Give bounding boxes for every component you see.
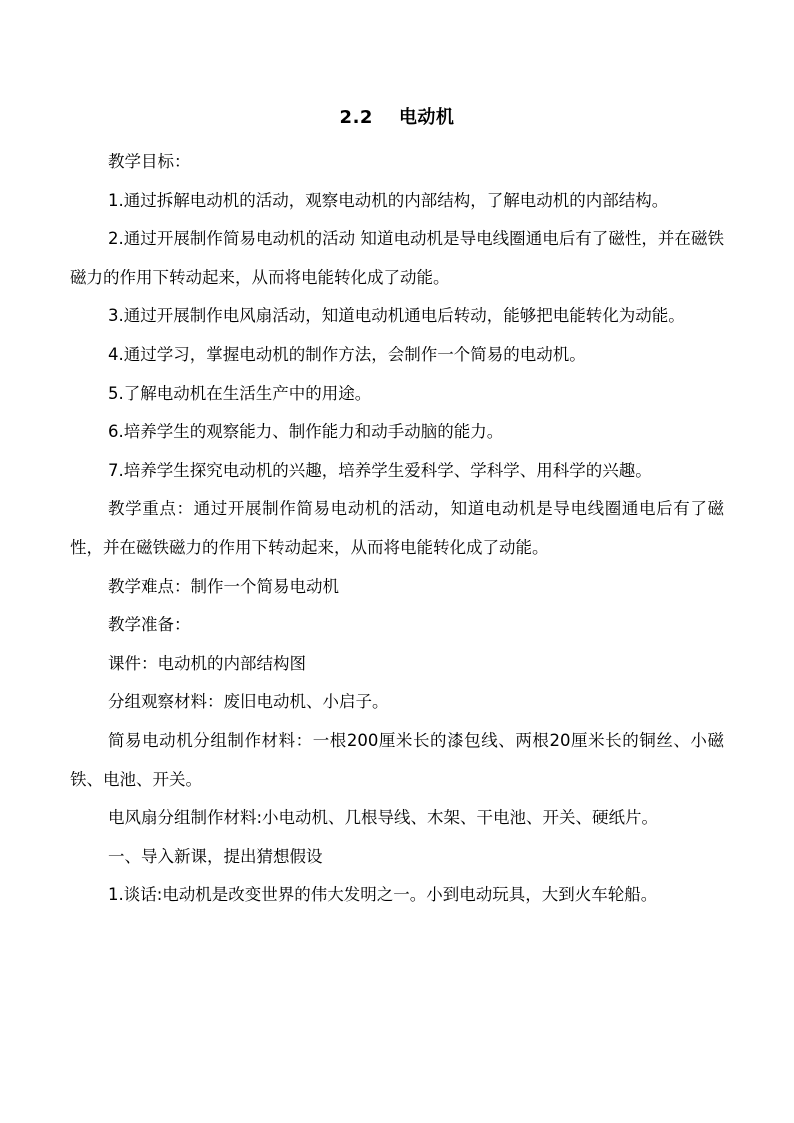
difficulty-paragraph: 教学难点：制作一个简易电动机 xyxy=(108,576,339,596)
preparation-item: 课件：电动机的内部结构图 xyxy=(108,653,306,673)
introduction-item: 1.谈话:电动机是改变世界的伟大发明之一。小到电动玩具，大到火车轮船。 xyxy=(108,885,658,905)
objective-item: 7.培养学生探究电动机的兴趣，培养学生爱科学、学科学、用科学的兴趣。 xyxy=(108,460,652,480)
page-title xyxy=(0,104,794,132)
objective-item: 2.通过开展制作简易电动机的活动 知道电动机是导电线圈通电后有了磁性，并在磁铁磁力的作用下转动起来，从而将电能转化成了动能。 xyxy=(70,229,724,287)
section-heading-preparation: 教学准备： xyxy=(108,615,191,635)
objective-item: 1.通过拆解电动机的活动，观察电动机的内部结构，了解电动机的内部结构。 xyxy=(108,190,669,210)
title-text: 电动机 xyxy=(398,107,455,128)
objective-item: 5.了解电动机在生活生产中的用途。 xyxy=(108,383,372,403)
section-heading-objectives: 教学目标： xyxy=(108,152,191,171)
preparation-item: 简易电动机分组制作材料：一根200厘米长的漆包线、两根20厘米长的铜丝、小磁铁、电池、开关。 xyxy=(70,730,724,789)
title-number: 2.2 xyxy=(339,107,373,128)
document-body xyxy=(70,143,724,915)
objective-item: 3.通过开展制作电风扇活动，知道电动机通电后转动，能够把电能转化为动能。 xyxy=(108,306,685,326)
objective-item: 4.通过学习，掌握电动机的制作方法，会制作一个简易的电动机。 xyxy=(108,344,586,364)
key-point-paragraph: 教学重点：通过开展制作简易电动机的活动，知道电动机是导电线圈通电后有了磁性，并在磁铁磁力的作用下转动起来，从而将电能转化成了动能。 xyxy=(70,499,724,557)
preparation-item: 分组观察材料：废旧电动机、小启子。 xyxy=(108,692,389,712)
preparation-item: 电风扇分组制作材料:小电动机、几根导线、木架、干电池、开关、硬纸片。 xyxy=(108,808,659,828)
section-heading-introduction: 一、导入新课，提出猜想假设 xyxy=(108,846,323,866)
objective-item: 6.培养学生的观察能力、制作能力和动手动脑的能力。 xyxy=(108,422,504,442)
